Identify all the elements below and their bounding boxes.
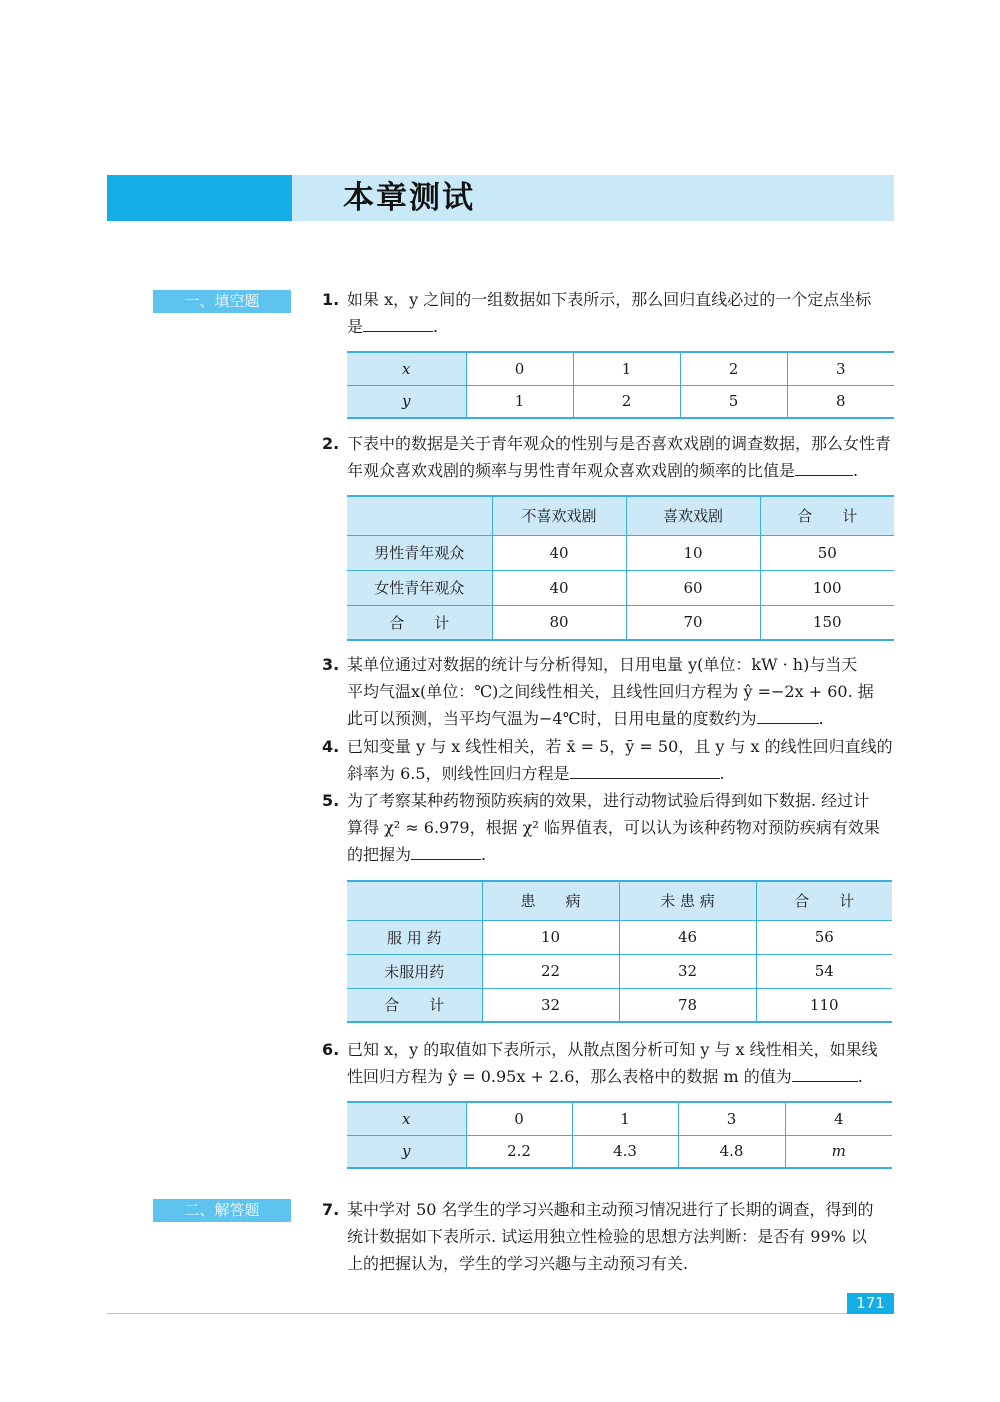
table-row xyxy=(347,570,894,605)
question-1 xyxy=(322,286,896,340)
question-line xyxy=(347,705,896,732)
table-cell: 10 xyxy=(626,535,760,570)
table-row xyxy=(347,988,892,1022)
table-cell: 1 xyxy=(572,1102,678,1135)
chapter-title-bar xyxy=(107,175,894,221)
table-cell: 合 计 xyxy=(347,605,492,640)
question-number: 4. xyxy=(322,737,340,756)
question-line: 某中学对 50 名学生的学习兴趣和主动预习情况进行了长期的调查，得到的 xyxy=(347,1200,874,1219)
question-number: 1. xyxy=(322,290,340,309)
answer-blank xyxy=(363,313,433,332)
chapter-title: 本章测试 xyxy=(343,180,475,216)
table-row xyxy=(347,920,892,954)
table-row xyxy=(347,385,894,418)
question-line xyxy=(347,1063,896,1090)
table-cell: 2 xyxy=(680,352,787,385)
answer-blank xyxy=(795,457,853,476)
table-cell: m xyxy=(785,1135,892,1168)
question-line xyxy=(347,457,896,484)
table-cell: 150 xyxy=(760,605,894,640)
table-cell: 1 xyxy=(573,352,680,385)
table-row xyxy=(347,496,894,535)
question-line-text: 此可以预测，当平均气温为−4℃时，日用电量的度数约为 xyxy=(347,709,757,728)
question-line-end: . xyxy=(433,317,439,336)
question-line: 统计数据如下表所示. 试运用独立性检验的思想方法判断：是否有 99% 以 xyxy=(347,1227,867,1246)
table-cell: 40 xyxy=(492,570,626,605)
question-3 xyxy=(322,651,896,732)
table-cell: 110 xyxy=(756,988,892,1022)
question-line-end: . xyxy=(818,709,824,728)
data-table-4 xyxy=(347,1101,892,1169)
table-cell: 未 患 病 xyxy=(619,881,756,920)
table-cell: 22 xyxy=(482,954,619,988)
question-line-end: . xyxy=(857,1067,863,1086)
question-line: 已知变量 y 与 x 线性相关，若 x̄ = 5，ȳ = 50，且 y 与 x 的线性回归直线的 xyxy=(347,737,893,756)
table-cell: 女性青年观众 xyxy=(347,570,492,605)
question-line xyxy=(347,841,896,868)
table-row xyxy=(347,352,894,385)
question-line: 算得 χ² ≈ 6.979，根据 χ² 临界值表，可以认为该种药物对预防疾病有效果 xyxy=(347,818,880,837)
question-line-end: . xyxy=(719,764,725,783)
table-cell: 0 xyxy=(466,352,573,385)
table-cell: 服 用 药 xyxy=(347,920,482,954)
question-2 xyxy=(322,430,896,484)
question-line: 下表中的数据是关于青年观众的性别与是否喜欢戏剧的调查数据，那么女性青 xyxy=(347,434,892,453)
table-cell: 54 xyxy=(756,954,892,988)
question-7 xyxy=(322,1196,896,1277)
question-line: 平均气温x(单位：℃)之间线性相关，且线性回归方程为 ŷ =−2x + 60. 据 xyxy=(347,682,874,701)
data-table-2 xyxy=(347,495,894,641)
table-cell: 40 xyxy=(492,535,626,570)
table-cell: 100 xyxy=(760,570,894,605)
table-cell: x xyxy=(347,1102,466,1135)
table-cell: 5 xyxy=(680,385,787,418)
table-cell: 70 xyxy=(626,605,760,640)
table-cell: 合 计 xyxy=(760,496,894,535)
table-row xyxy=(347,881,892,920)
title-accent-block xyxy=(107,175,292,221)
table-cell: 4.3 xyxy=(572,1135,678,1168)
table-cell: 喜欢戏剧 xyxy=(626,496,760,535)
question-number: 3. xyxy=(322,655,340,674)
table-cell: 未服用药 xyxy=(347,954,482,988)
table-cell: 男性青年观众 xyxy=(347,535,492,570)
section-tag-fill: 一、填空题 xyxy=(153,290,291,313)
data-table-3 xyxy=(347,880,892,1023)
question-line-text: 斜率为 6.5，则线性回归方程是 xyxy=(347,764,570,783)
question-line-text: 是 xyxy=(347,317,364,336)
table-cell: 不喜欢戏剧 xyxy=(492,496,626,535)
question-line-end: . xyxy=(481,845,487,864)
table-cell xyxy=(347,881,482,920)
table-cell: 80 xyxy=(492,605,626,640)
table-cell: 10 xyxy=(482,920,619,954)
table-row xyxy=(347,954,892,988)
question-line: 如果 x，y 之间的一组数据如下表所示，那么回归直线必过的一个定点坐标 xyxy=(347,290,872,309)
question-4 xyxy=(322,733,896,787)
table-cell: 合 计 xyxy=(347,988,482,1022)
table-row xyxy=(347,605,894,640)
table-row xyxy=(347,1135,892,1168)
table-cell: 4 xyxy=(785,1102,892,1135)
table-cell: 3 xyxy=(678,1102,785,1135)
question-line-text: 性回归方程为 ŷ = 0.95x + 2.6，那么表格中的数据 m 的值为 xyxy=(347,1067,792,1086)
question-number: 2. xyxy=(322,434,340,453)
question-line: 为了考察某种药物预防疾病的效果，进行动物试验后得到如下数据. 经过计 xyxy=(347,791,870,810)
question-line xyxy=(347,760,896,787)
table-cell: 60 xyxy=(626,570,760,605)
question-6 xyxy=(322,1036,896,1090)
question-number: 5. xyxy=(322,791,340,810)
question-line: 某单位通过对数据的统计与分析得知，日用电量 y(单位：kW · h)与当天 xyxy=(347,655,858,674)
table-cell: 4.8 xyxy=(678,1135,785,1168)
table-row xyxy=(347,1102,892,1135)
question-line: 已知 x，y 的取值如下表所示，从散点图分析可知 y 与 x 线性相关，如果线 xyxy=(347,1040,878,1059)
table-cell: 合 计 xyxy=(756,881,892,920)
question-number: 6. xyxy=(322,1040,340,1059)
answer-blank xyxy=(757,705,819,724)
table-cell: 32 xyxy=(482,988,619,1022)
table-cell: 78 xyxy=(619,988,756,1022)
table-cell: 2.2 xyxy=(466,1135,572,1168)
table-cell: 32 xyxy=(619,954,756,988)
table-cell: 8 xyxy=(787,385,894,418)
table-cell: 1 xyxy=(466,385,573,418)
footer-rule xyxy=(107,1313,894,1314)
table-cell: 3 xyxy=(787,352,894,385)
answer-blank xyxy=(570,760,720,779)
question-line-text: 的把握为 xyxy=(347,845,412,864)
table-cell: 50 xyxy=(760,535,894,570)
question-number: 7. xyxy=(322,1200,340,1219)
table-row xyxy=(347,535,894,570)
question-5 xyxy=(322,787,896,868)
table-cell: 56 xyxy=(756,920,892,954)
table-cell xyxy=(347,496,492,535)
question-line xyxy=(347,313,896,340)
table-cell: 46 xyxy=(619,920,756,954)
table-cell: 0 xyxy=(466,1102,572,1135)
question-line-end: . xyxy=(853,461,859,480)
table-cell: 患 病 xyxy=(482,881,619,920)
answer-blank xyxy=(411,841,481,860)
question-line-text: 年观众喜欢戏剧的频率与男性青年观众喜欢戏剧的频率的比值是 xyxy=(347,461,796,480)
answer-blank xyxy=(792,1063,858,1082)
page-number: 171 xyxy=(847,1293,894,1314)
table-cell: 2 xyxy=(573,385,680,418)
table-cell: y xyxy=(347,385,466,418)
section-tag-answer: 二、解答题 xyxy=(153,1199,291,1222)
data-table-1 xyxy=(347,351,894,419)
table-cell: x xyxy=(347,352,466,385)
question-line: 上的把握认为，学生的学习兴趣与主动预习有关. xyxy=(347,1254,689,1273)
table-cell: y xyxy=(347,1135,466,1168)
